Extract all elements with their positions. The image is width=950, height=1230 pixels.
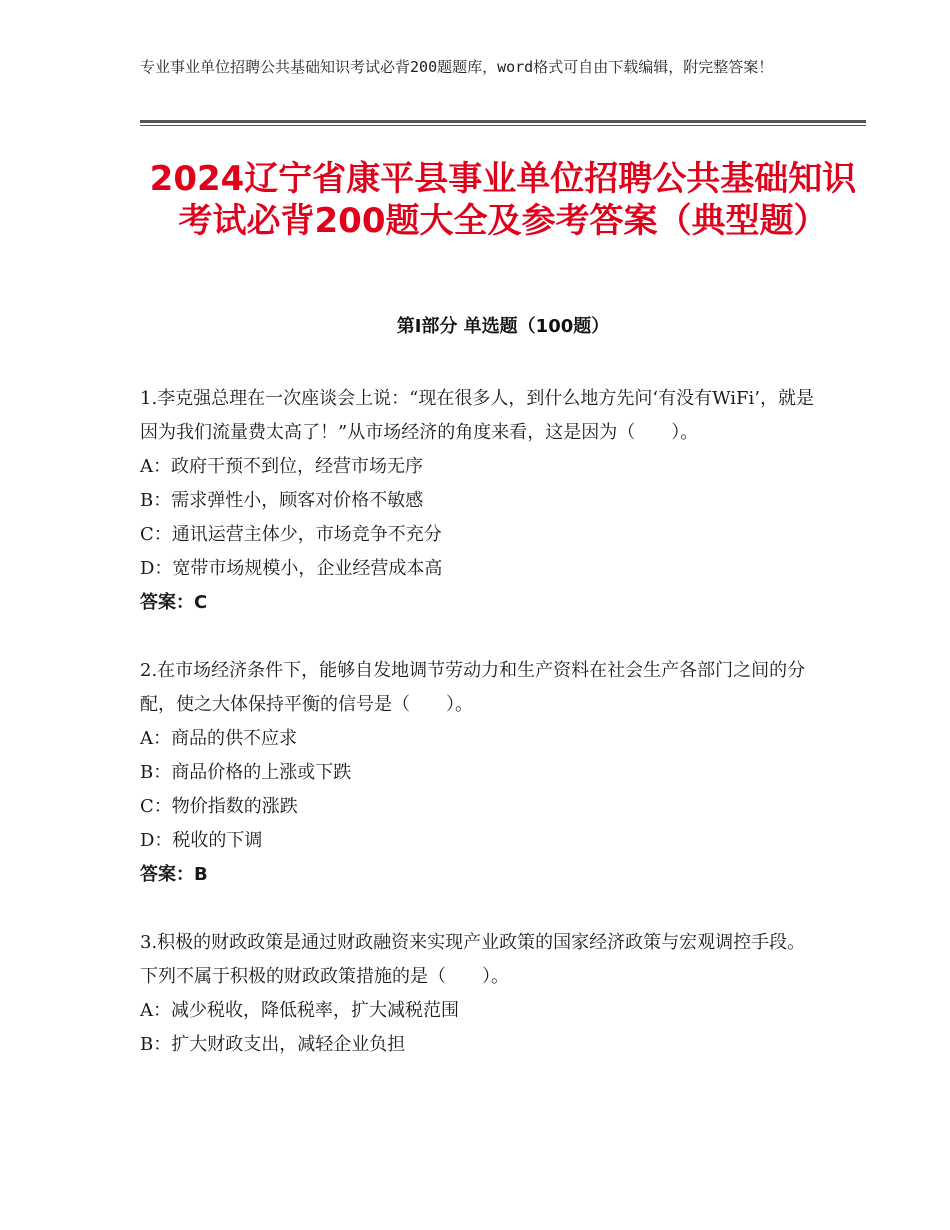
question-2 [140, 654, 820, 892]
option-d: D：宽带市场规模小，企业经营成本高 [140, 558, 443, 579]
option-c: C：物价指数的涨跌 [140, 796, 298, 817]
question-list [140, 382, 820, 1096]
option-a: A：减少税收，降低税率，扩大减税范围 [140, 1000, 459, 1021]
option-b: B：需求弹性小，顾客对价格不敏感 [140, 490, 424, 511]
section-title: 第Ⅰ部分 单选题（100题） [396, 316, 610, 337]
question-stem: 2.在市场经济条件下，能够自发地调节劳动力和生产资料在社会生产各部门之间的分配，使之大体保持平衡的信号是（ ）。 [140, 660, 806, 715]
question-stem: 1.李克强总理在一次座谈会上说：“现在很多人，到什么地方先问‘有没有WiFi’，就是因为我们流量费太高了！”从市场经济的角度来看，这是因为（ ）。 [140, 388, 815, 443]
answer-text: 答案：C [140, 592, 208, 613]
option-b: B：扩大财政支出，减轻企业负担 [140, 1034, 406, 1055]
document-title: 2024辽宁省康平县事业单位招聘公共基础知识考试必背200题大全及参考答案（典型题） [149, 159, 857, 241]
option-d: D：税收的下调 [140, 830, 263, 851]
header-note: 专业事业单位招聘公共基础知识考试必背200题题库，word格式可自由下载编辑，附完整答案！ [140, 58, 774, 76]
answer-text: 答案：B [140, 864, 208, 885]
question-stem: 3.积极的财政政策是通过财政融资来实现产业政策的国家经济政策与宏观调控手段。下列不属于积极的财政政策措施的是（ ）。 [140, 932, 806, 987]
header-divider-thick [140, 120, 866, 123]
option-a: A：商品的供不应求 [140, 728, 297, 749]
question-1 [140, 382, 820, 620]
option-c: C：通讯运营主体少，市场竞争不充分 [140, 524, 442, 545]
question-3 [140, 926, 820, 1062]
header-divider-thin [140, 125, 866, 126]
option-b: B：商品价格的上涨或下跌 [140, 762, 352, 783]
option-a: A：政府干预不到位，经营市场无序 [140, 456, 423, 477]
